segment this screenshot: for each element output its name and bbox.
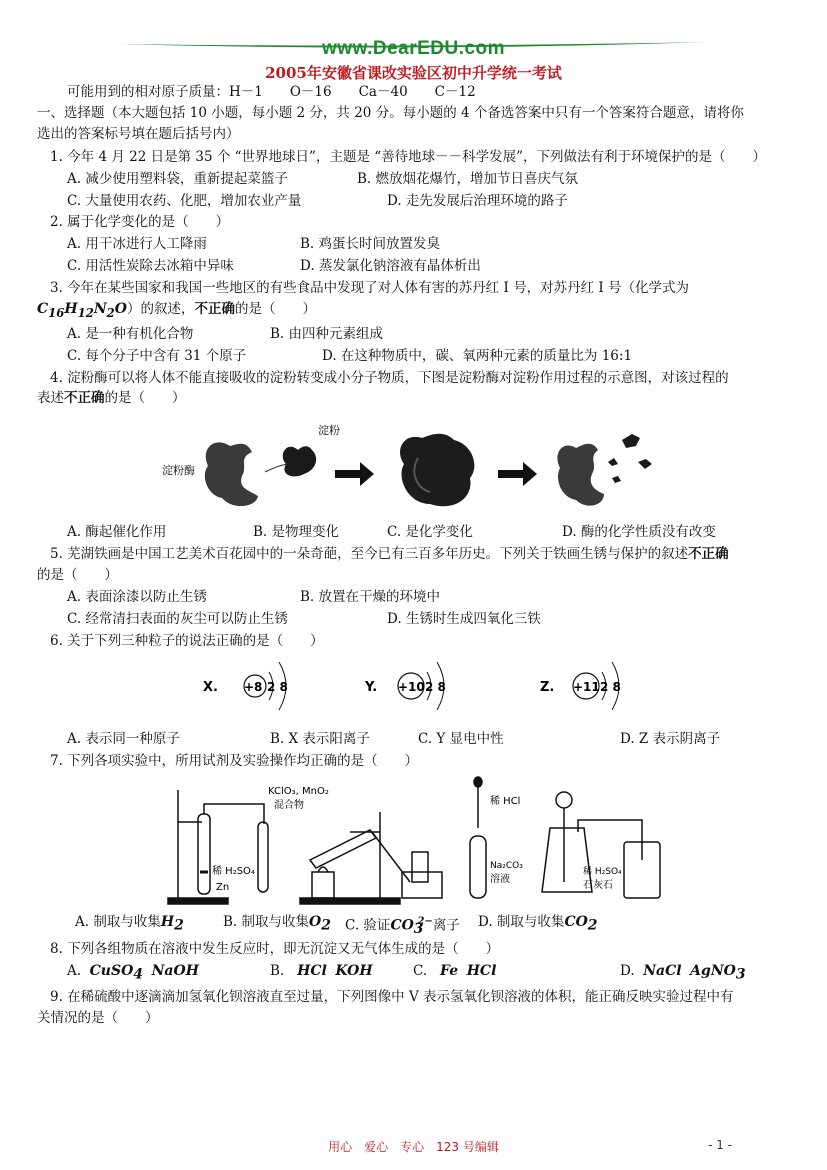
q2-option-a: A. 用干冰进行人工降雨	[67, 236, 207, 252]
q4-option-b: B. 是物理变化	[253, 524, 340, 540]
footer-text: 用心 爱心 专心 123 号编辑	[328, 1140, 499, 1154]
particle-y	[364, 662, 446, 710]
particle-y-nucleus: +10	[398, 680, 425, 694]
q5-option-a: A. 表面涂漆以防止生锈	[67, 589, 207, 605]
particle-z	[540, 662, 621, 710]
label-a-acid: 稀 H₂SO₄	[212, 866, 255, 877]
label-enzyme: 淀粉酶	[162, 464, 195, 477]
q8-option-b: B. HCl KOH	[270, 963, 373, 979]
q6-option-d: D. Z 表示阴离子	[620, 731, 721, 747]
q8-option-d: D. NaCl AgNO$_3$	[620, 963, 746, 983]
q5-option-c: C. 经常清扫表面的灰尘可以防止生锈	[67, 611, 288, 627]
enzyme-starch-complex	[400, 434, 474, 507]
q3-stem-line2: $C_{16}H_{12}N_2O$）的叙述，不正确的是（ ）	[37, 301, 316, 320]
q3-option-b: B. 由四种元素组成	[270, 326, 384, 342]
label-c-na2co3: Na₂CO₃	[490, 861, 523, 871]
q5-option-d: D. 生锈时生成四氧化三铁	[387, 611, 541, 627]
q8-stem: 8. 下列各组物质在溶液中发生反应时，即无沉淀又无气体生成的是（ ）	[50, 941, 500, 957]
particle-y-name: Y.	[365, 680, 378, 695]
section-intro-1: 一、选择题（本大题包括 10 小题，每小题 2 分，共 20 分。每小题的 4 个备选答案中只有一个答案符合题意，请将你	[37, 105, 744, 121]
section-intro-2: 选出的答案标号填在题后括号内）	[37, 126, 240, 142]
particle-x-name: X.	[203, 680, 218, 695]
enzyme-shape-1	[205, 442, 258, 506]
q6-option-b: B. X 表示阳离子	[270, 731, 370, 747]
q1-option-d: D. 走先发展后治理环境的路子	[387, 193, 568, 209]
particle-y-shells: 2 8	[425, 680, 446, 694]
fragment-2	[638, 459, 652, 469]
q7-option-b: B. 制取与收集$O_2$	[223, 914, 331, 934]
q2-option-b: B. 鸡蛋长时间放置发臭	[300, 236, 441, 252]
particle-z-name: Z.	[540, 680, 555, 695]
arrow-2	[498, 462, 537, 486]
label-d-acid: 稀 H₂SO₄	[583, 867, 622, 877]
q5-stem: 5. 芜湖铁画是中国工艺美术百花园中的一朵奇葩，至今已有三百多年历史。下列关于铁画生锈与保护的叙述不正确	[50, 546, 729, 562]
label-a-zn: Zn	[216, 882, 230, 893]
label-b-reagents: KClO₃, MnO₂	[268, 786, 329, 797]
label-starch: 淀粉	[318, 424, 340, 437]
q4-stem: 4. 淀粉酶可以将人体不能直接吸收的淀粉转变成小分子物质，下图是淀粉酶对淀粉作用过程的示意图，对该过程的	[50, 370, 729, 386]
q3-option-c: C. 每个分子中含有 31 个原子	[67, 348, 247, 364]
page-title: 2005年安徽省课改实验区初中升学统一考试	[265, 64, 562, 82]
label-c-hcl: 稀 HCl	[490, 796, 521, 807]
q2-option-c: C. 用活性炭除去冰箱中异味	[67, 258, 234, 274]
q5-option-b: B. 放置在干燥的环境中	[300, 589, 441, 605]
q6-stem: 6. 关于下列三种粒子的说法正确的是（ ）	[50, 633, 324, 649]
q3-option-a: A. 是一种有机化合物	[67, 326, 194, 342]
enzyme-diagram	[160, 418, 670, 523]
q9-stem-line2: 关情况的是（ ）	[37, 1010, 159, 1026]
lab-apparatus	[140, 772, 670, 912]
particle-x-shells: 2 8	[267, 680, 288, 694]
particle-x	[203, 662, 288, 710]
q6-option-c: C. Y 显电中性	[418, 731, 504, 747]
arrow-1	[335, 462, 374, 486]
q1-option-b: B. 燃放烟花爆竹，增加节日喜庆气氛	[357, 171, 579, 187]
apparatus-c	[470, 777, 486, 898]
q7-option-d: D. 制取与收集$CO_2$	[478, 914, 598, 934]
starch-shape-1	[283, 446, 316, 476]
q4-option-c: C. 是化学变化	[387, 524, 473, 540]
q3-option-d: D. 在这种物质中，碳、氧两种元素的质量比为 16:1	[322, 348, 633, 364]
particle-z-nucleus: +11	[573, 680, 600, 694]
q7-option-a: A. 制取与收集$H_2$	[75, 914, 184, 934]
q4-option-a: A. 酶起催化作用	[67, 524, 167, 540]
page-number: - 1 -	[708, 1138, 732, 1152]
q2-option-d: D. 蒸发氯化钠溶液有晶体析出	[300, 258, 481, 274]
q4-option-d: D. 酶的化学性质没有改变	[562, 524, 716, 540]
q1-option-c: C. 大量使用农药、化肥，增加农业产量	[67, 193, 302, 209]
q3-formula: $C_{16}H_{12}N_2O$	[37, 301, 127, 320]
q8-option-c: C. Fe HCl	[413, 963, 497, 979]
q6-option-a: A. 表示同一种原子	[67, 731, 180, 747]
atomic-masses: 可能用到的相对原子质量：H－1 O－16 Ca－40 C－12	[67, 84, 476, 100]
q7-stem: 7. 下列各项实验中，所用试剂及实验操作均正确的是（ ）	[50, 753, 419, 769]
q7-option-c: C. 验证$CO_3^{2-}$离子	[345, 916, 460, 938]
label-b-mixture: 混合物	[274, 800, 304, 811]
q8-option-a: A. CuSO$_4$ NaOH	[67, 963, 199, 983]
particle-z-shells: 2 8	[600, 680, 621, 694]
label-c-solution: 溶液	[490, 874, 510, 885]
particle-diagrams	[195, 650, 635, 722]
q1-stem: 1. 今年 4 月 22 日是第 35 个 “世界地球日”，主题是 “善待地球－－科学发展”，下列做法有利于环境保护的是（ ）	[50, 149, 767, 165]
enzyme-shape-2	[557, 444, 604, 506]
fragment-1	[622, 434, 640, 448]
particle-x-nucleus: +8	[244, 680, 263, 694]
label-d-limestone: 石灰石	[583, 880, 613, 891]
q5-stem-line2: 的是（ ）	[37, 567, 118, 583]
q1-option-a: A. 减少使用塑料袋，重新提起菜篮子	[67, 171, 288, 187]
apparatus-b	[300, 812, 442, 904]
q9-stem: 9. 在稀硫酸中逐滴滴加氢氧化钡溶液直至过量，下列图像中 V 表示氢氧化钡溶液的体积，能正确反映实验过程中有	[50, 989, 734, 1005]
fragment-4	[612, 476, 621, 483]
q2-stem: 2. 属于化学变化的是（ ）	[50, 214, 230, 230]
header-url: www.DearEDU.com	[321, 38, 506, 59]
q3-stem: 3. 今年在某些国家和我国一些地区的有些食品中发现了对人体有害的苏丹红 I 号，对苏丹红 I 号（化学式为	[50, 280, 690, 296]
fragment-3	[608, 458, 618, 466]
q4-stem-line2: 表述不正确的是（ ）	[37, 390, 186, 406]
